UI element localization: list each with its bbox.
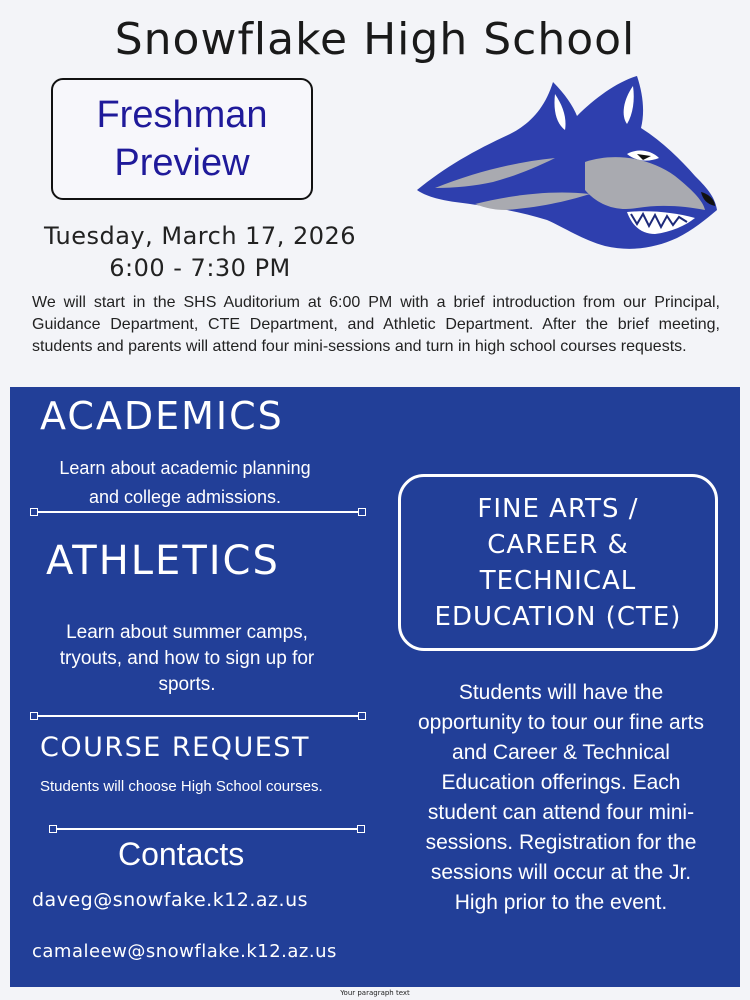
event-name-line-1: Freshman — [96, 94, 268, 136]
fine-arts-heading-box — [398, 474, 718, 651]
course-request-description: Students will choose High School courses. — [40, 778, 323, 795]
fine-arts-heading-line-3: TECHNICAL — [479, 565, 637, 596]
athletics-desc-line-3: sports. — [158, 674, 216, 695]
section-divider — [33, 511, 363, 513]
intro-paragraph: We will start in the SHS Auditorium at 6:00 PM with a brief introduction from our Principal, Guidance Department, CTE Department, and Athletic Department. After the brief meeting, students and parents will attend four mini-sessions and turn in high school courses requests. — [32, 294, 720, 355]
academics-desc-line-1: Learn about academic planning — [59, 458, 311, 478]
section-divider — [33, 715, 363, 717]
event-name-box — [51, 78, 313, 200]
section-divider — [52, 828, 362, 830]
wolf-mascot-logo — [405, 72, 720, 254]
fine-arts-desc-line-6: sessions. Registration for the — [425, 831, 697, 854]
contact-email-1[interactable]: daveg@snowfake.k12.az.us — [32, 889, 309, 911]
fine-arts-desc-line-8: High prior to the event. — [454, 891, 668, 914]
fine-arts-heading-line-4: EDUCATION (CTE) — [434, 601, 682, 632]
footer-placeholder-text: Your paragraph text — [340, 989, 410, 997]
event-time: 6:00 - 7:30 PM — [109, 254, 291, 282]
fine-arts-desc-line-5: student can attend four mini- — [427, 801, 695, 824]
athletics-desc-line-1: Learn about summer camps, — [66, 622, 308, 643]
academics-heading: ACADEMICS — [40, 394, 284, 438]
course-request-heading: COURSE REQUEST — [40, 732, 310, 763]
athletics-desc-line-2: tryouts, and how to sign up for — [59, 648, 315, 669]
fine-arts-heading-line-2: CAREER & — [487, 529, 629, 560]
fine-arts-desc-line-2: opportunity to tour our fine arts — [418, 711, 704, 734]
academics-desc-line-2: and college admissions. — [88, 487, 282, 507]
fine-arts-desc-line-3: and Career & Technical — [452, 741, 670, 764]
school-title: Snowflake High School — [114, 14, 636, 65]
fine-arts-heading-line-1: FINE ARTS / — [477, 493, 639, 524]
athletics-heading: ATHLETICS — [46, 538, 280, 584]
athletics-description — [22, 620, 352, 698]
fine-arts-desc-line-7: sessions will occur at the Jr. — [430, 861, 692, 884]
academics-description — [30, 454, 340, 512]
fine-arts-desc-line-4: Education offerings. Each — [441, 771, 681, 794]
fine-arts-desc-line-1: Students will have the — [458, 681, 664, 704]
contacts-heading: Contacts — [118, 836, 245, 872]
event-name-line-2: Preview — [114, 142, 250, 184]
contact-email-2[interactable]: camaleew@snowflake.k12.az.us — [32, 941, 337, 962]
fine-arts-description — [387, 678, 735, 918]
event-date: Tuesday, March 17, 2026 — [43, 222, 357, 250]
